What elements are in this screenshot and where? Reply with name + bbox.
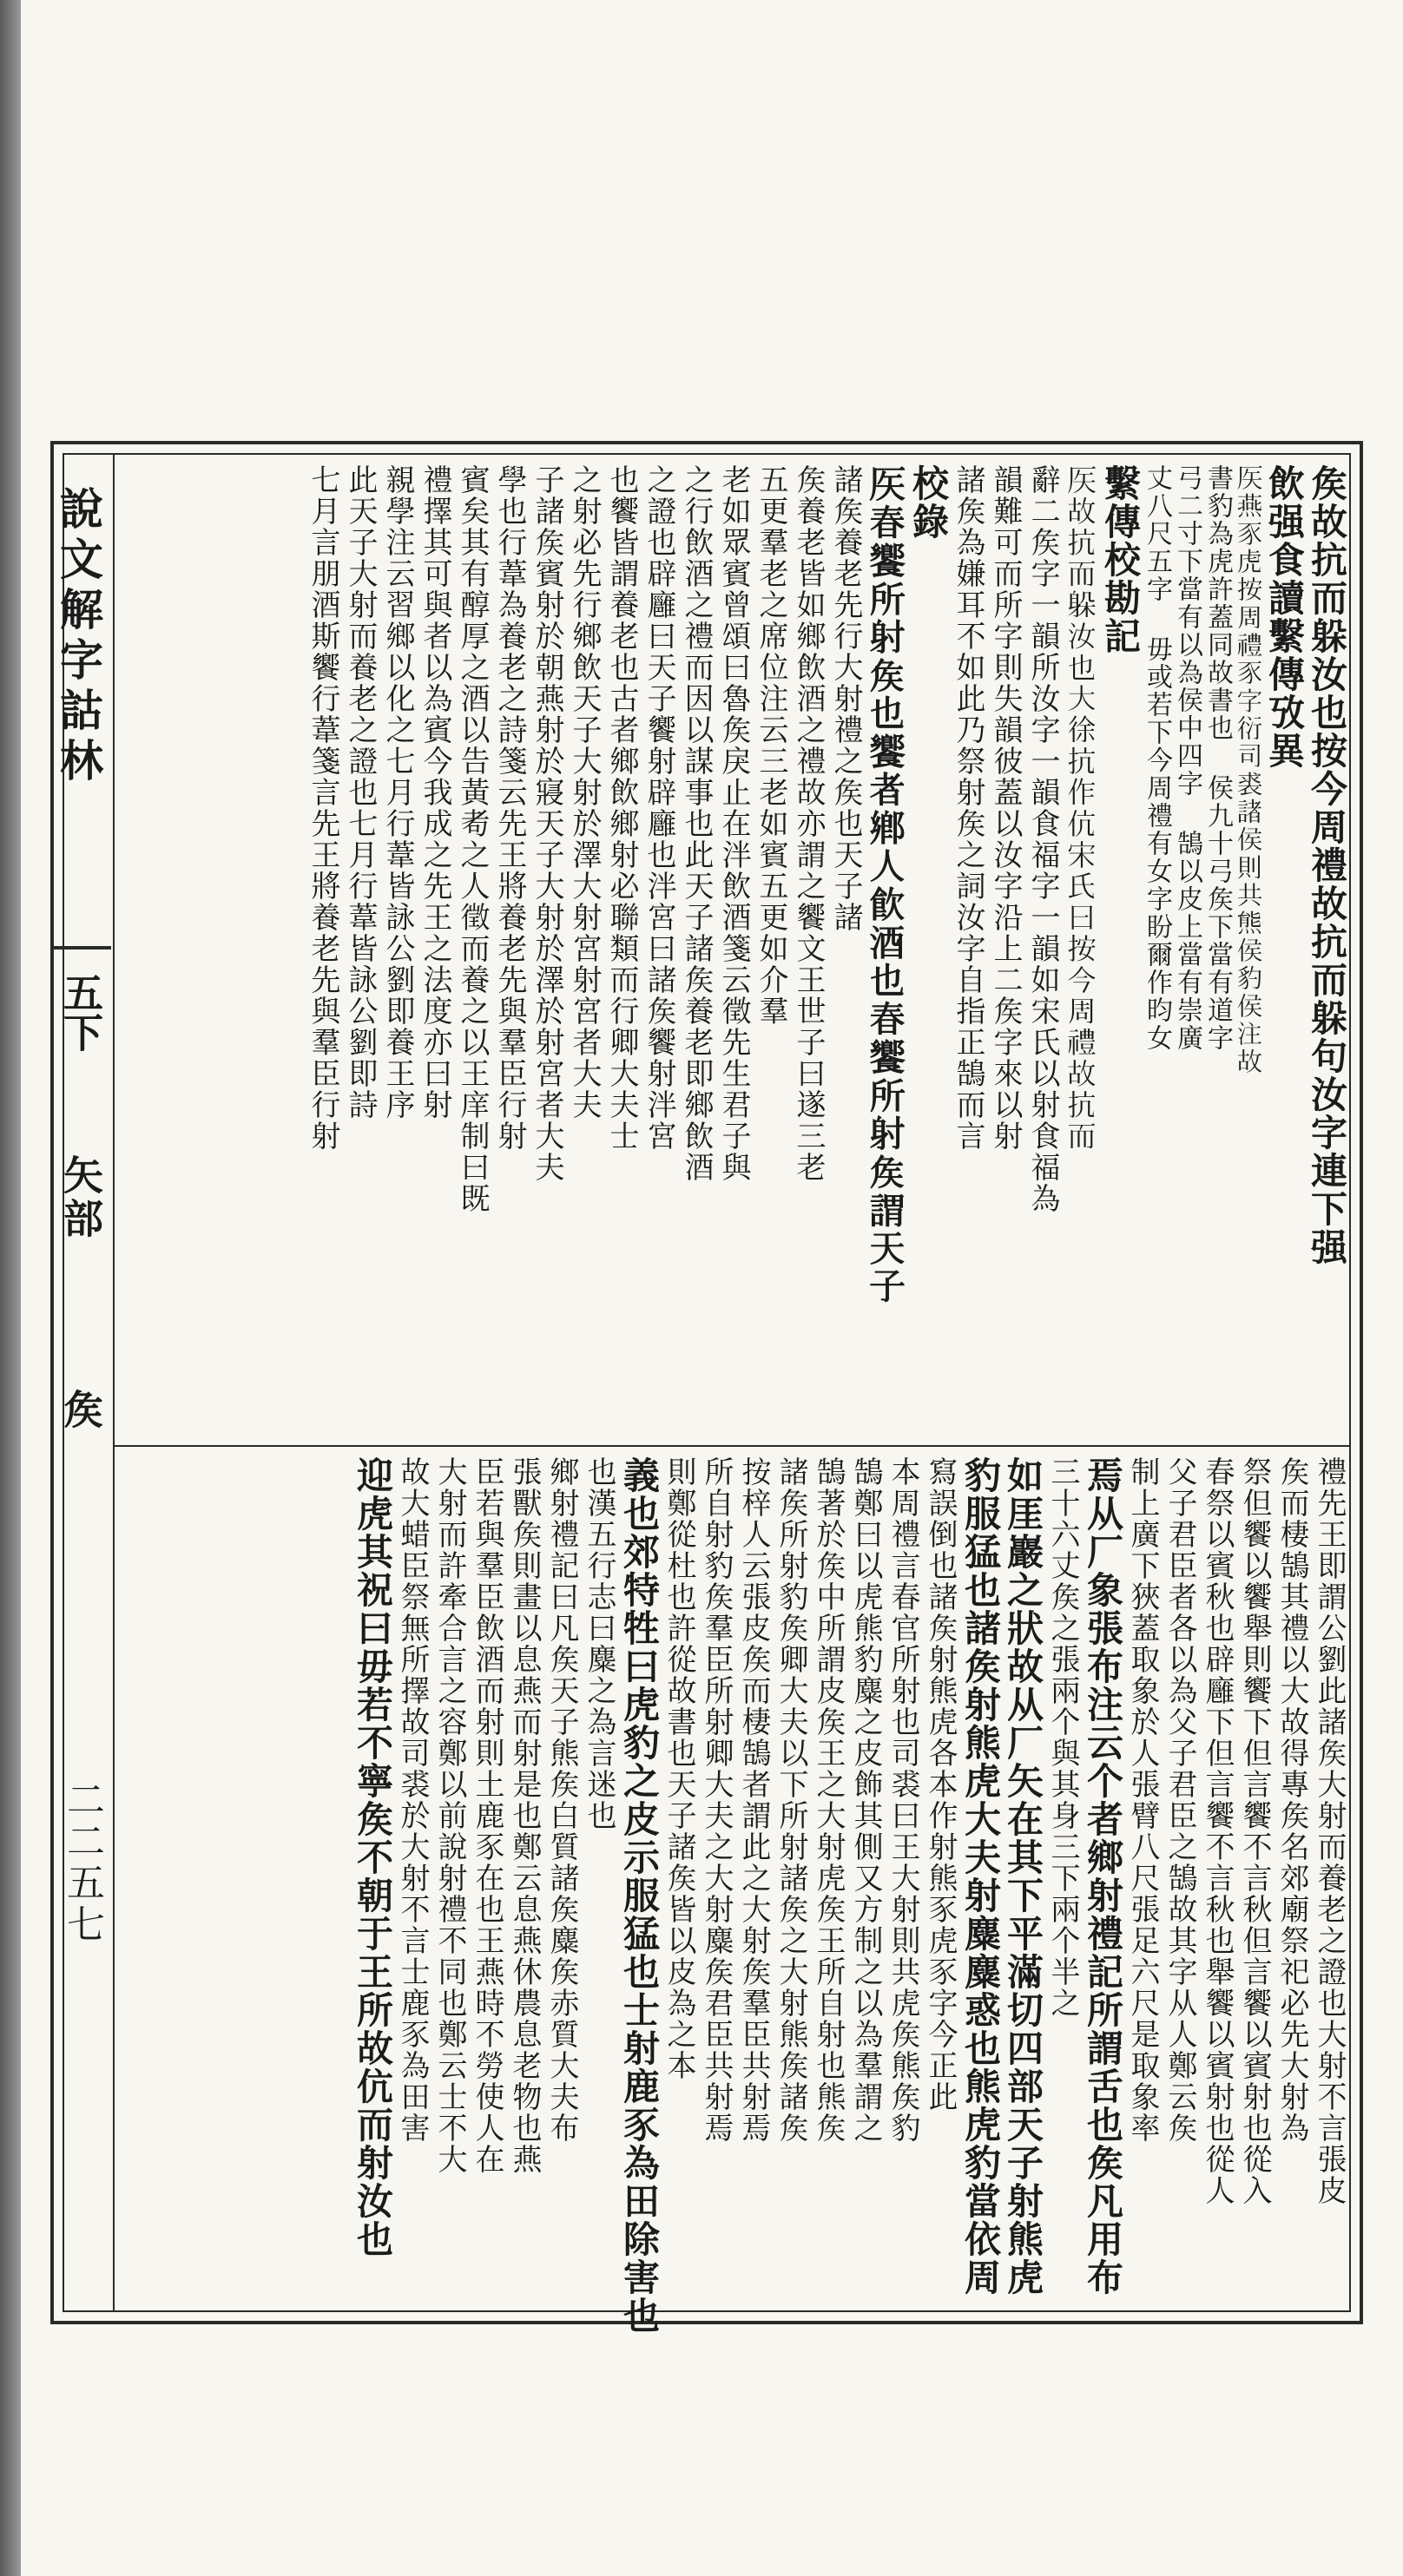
lower-column: 矦而棲鵠其禮以大故得專矦名郊廟祭祀必先大射為 xyxy=(1275,1456,1309,2144)
upper-column: 諸矦為嫌耳不如此乃祭射矦之詞汝字自指正鵠而言 xyxy=(951,464,985,1152)
lower-column: 寫誤倒也諸矦射熊虎各本作射熊豕虎豕字今正此 xyxy=(923,1456,958,2113)
lower-column: 鵠鄭曰以虎熊豹麋之皮飾其側又方制之以為羣謂之 xyxy=(848,1456,883,2144)
lower-column: 父子君臣者各以為父子君臣之鵠故其字从人鄭云矦 xyxy=(1163,1456,1197,2144)
upper-column: 𥎦燕豕虎按周禮豕字衍司裘諸侯則共熊侯豹侯注故 xyxy=(1233,464,1263,1075)
upper-column: 也饗皆謂養老也古者鄉飲鄉射必聯類而行卿大夫士 xyxy=(604,464,639,1152)
upper-column: 之射必先行鄉飲天子大射於澤大射宮射宮者大夫 xyxy=(567,464,602,1120)
upper-column: 𥎦春饗所射矦也饗者鄉人飲酒也春饗所射矦謂天子 xyxy=(865,464,907,1304)
lower-column: 臣若與羣臣飲酒而射則土鹿豕在也王燕時不勞使人在 xyxy=(470,1456,504,2175)
upper-column: 矦故抗而躲汝也按今周禮故抗而躲句汝字連下强 xyxy=(1306,464,1348,1266)
lower-column: 張獸矦則畫以息燕而射是也鄭云息燕休農息老物也燕 xyxy=(507,1456,542,2175)
upper-column: 諸矦養老先行大射禮之矦也天子諸 xyxy=(828,464,863,933)
upper-column: 弓二寸下當有以為侯中四字 鵠以皮上當有崇廣 xyxy=(1172,464,1202,1052)
lower-column: 大射而許牽合言之容鄭以前說射禮不同也鄭云士不大 xyxy=(432,1456,467,2175)
book-spine xyxy=(0,0,21,2576)
page-number: 二二五七 xyxy=(60,1779,104,1946)
upper-column: 親學注云習鄉以化之七月行葦皆詠公劉即養王序 xyxy=(380,464,415,1120)
lower-text-block xyxy=(122,1456,1347,2335)
lower-column: 故大蜡臣祭無所擇故司裘於大射不言士鹿豕為田害 xyxy=(395,1456,430,2144)
upper-column: 𥎦故抗而躲汝也大徐抗作伉宋氏曰按今周禮故抗而 xyxy=(1063,464,1097,1152)
upper-column: 學也行葦為養老之詩箋云先王將養老先與羣臣行射 xyxy=(492,464,527,1152)
lower-column: 制上廣下狹蓋取象於人張臂八尺張足六尺是取象率 xyxy=(1125,1456,1160,2144)
lower-column: 鵠著於矦中所謂皮矦王之大射虎矦王所自射也熊矦 xyxy=(811,1456,846,2144)
lower-column: 鄉射禮記曰凡矦天子熊矦白質諸矦麋矦赤質大夫布 xyxy=(544,1456,579,2144)
upper-text-block xyxy=(122,464,1346,1441)
lower-column: 義也郊特牲曰虎豹之皮示服猛也士射鹿豕為田除害也 xyxy=(618,1456,661,2335)
upper-column: 子諸矦賓射於朝燕射於寢天子大射於澤於射宮者大夫 xyxy=(530,464,564,1183)
lower-column: 禮先王即謂公劉此諸矦大射而養老之證也大射不言張皮 xyxy=(1312,1456,1347,2206)
lower-column: 豹服猛也諸矦射熊虎大夫射麋麋惑也熊虎豹當依周 xyxy=(959,1456,1002,2297)
lower-column: 三十六丈矦之張兩个與其身三下兩个半之 xyxy=(1045,1456,1080,2019)
lower-column: 也漢五行志曰麋之為言迷也 xyxy=(582,1456,616,1831)
margin-fishtail xyxy=(50,946,111,969)
upper-column: 之證也辟廱曰天子饗射辟廱也泮宮曰諸矦饗射泮宮 xyxy=(642,464,676,1152)
upper-column: 七月言朋酒斯饗行葦箋言先王將養老先與羣臣行射 xyxy=(306,464,340,1152)
lower-column: 則鄭從杜也許從故書也天子諸矦皆以皮為之本 xyxy=(662,1456,696,2081)
lower-column: 焉从厂象張布注云个者鄉射禮記所謂舌也矦凡用布 xyxy=(1082,1456,1124,2297)
upper-column: 辭二矦字一韻所汝字一韻食福字一韻如宋氏以射食福為 xyxy=(1025,464,1060,1214)
lower-column: 按梓人云張皮矦而棲鵠者謂此之大射矦羣臣共射焉 xyxy=(736,1456,771,2144)
upper-column: 矦養老皆如鄉飲酒之禮故亦謂之饗文王世子曰遂三老 xyxy=(791,464,826,1183)
upper-column: 飲强食讀繫傳攷異 xyxy=(1263,464,1306,770)
upper-column: 丈八尺五字 毋或若下今周禮有女字盼爾作昀女 xyxy=(1142,464,1172,1052)
upper-column: 老如眾賓曾頌曰魯矦戾止在泮飲酒箋云徵先生君子與 xyxy=(716,464,751,1183)
section-label: 矢部 xyxy=(57,1154,104,1241)
lower-column: 本周禮言春官所射也司裘曰王大射則共虎矦熊矦豹 xyxy=(886,1456,920,2144)
upper-column: 書豹為虎許蓋同故書也 侯九十弓矦下當有道字 xyxy=(1202,464,1233,1052)
lower-column: 迎虎其祝曰毋若不寧矦不朝于王所故伉而射汝也 xyxy=(352,1456,394,2258)
lower-column: 所自射豹矦羣臣所射卿大夫之大射麋矦君臣共射焉 xyxy=(699,1456,734,2144)
book-title: 說文解字詁林 xyxy=(53,486,104,788)
upper-column: 禮擇其可與者以為賓今我成之先王之法度亦曰射 xyxy=(418,464,452,1120)
volume-label: 五下 xyxy=(57,972,104,1052)
upper-column: 之行飲酒之禮而因以謀事也此天子諸矦養老即鄉飲酒 xyxy=(679,464,714,1183)
upper-column: 繫傳校勘記 xyxy=(1099,464,1142,655)
lower-column: 諸矦所射豹矦卿大夫以下所射諸矦之大射熊矦諸矦 xyxy=(774,1456,808,2144)
upper-column: 賓矣其有醇厚之酒以告黃耇之人徵而養之以王庠制曰既 xyxy=(455,464,490,1214)
head-character: 矦 xyxy=(57,1389,104,1429)
lower-column: 如厓巖之狀故从厂矢在其下平滿切四部天子射熊虎 xyxy=(1002,1456,1044,2297)
upper-column: 此天子大射而養老之證也七月行葦皆詠公劉即詩 xyxy=(343,464,378,1120)
upper-column: 五更羣老之席位注云三老如賓五更如介羣 xyxy=(754,464,788,1027)
section-divider xyxy=(113,1445,1351,1447)
lower-column: 祭但饗以饗舉則饗下但言饗不言秋但言饗以賓射也從入 xyxy=(1237,1456,1272,2206)
upper-column: 校錄 xyxy=(907,464,950,541)
upper-column: 韻難可而所字則失韻彼蓋以汝字沿上二矦字來以射 xyxy=(988,464,1023,1152)
lower-column: 春祭以賓秋也辟廱下但言饗不言秋也舉饗以賓射也從人 xyxy=(1200,1456,1235,2206)
